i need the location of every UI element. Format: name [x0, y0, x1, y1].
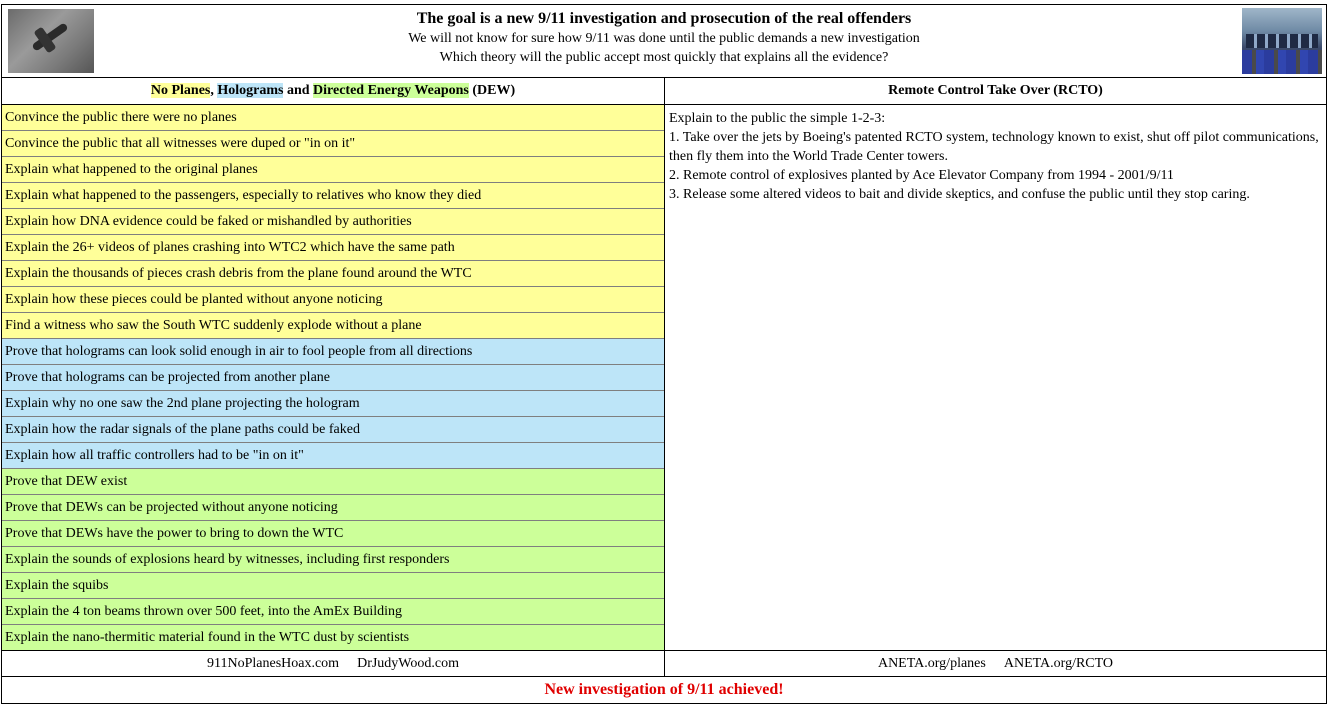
link-911noplaneshoax[interactable]: 911NoPlanesHoax.com	[207, 656, 340, 671]
list-item: Prove that DEWs can be projected without anyone noticing	[2, 495, 664, 521]
list-item: Convince the public there were no planes	[2, 105, 664, 131]
rcto-step-3: 3. Release some altered videos to bait and divide skeptics, and confuse the public until they stop caring.	[669, 187, 1250, 202]
list-item: Explain the nano-thermitic material found in the WTC dust by scientists	[2, 625, 664, 651]
left-links	[2, 650, 665, 677]
list-item: Explain the sounds of explosions heard by witnesses, including first responders	[2, 547, 664, 573]
list-item: Find a witness who saw the South WTC suddenly explode without a plane	[2, 313, 664, 339]
list-item: Prove that holograms can look solid enough in air to fool people from all directions	[2, 339, 664, 365]
heading-dew-abbr: (DEW)	[468, 83, 516, 98]
list-item: Explain what happened to the passengers, especially to relatives who know they died	[2, 183, 664, 209]
list-item: Explain how the radar signals of the plane paths could be faked	[2, 417, 664, 443]
list-item: Prove that DEWs have the power to bring to down the WTC	[2, 521, 664, 547]
plane-photo	[8, 9, 94, 73]
list-item: Convince the public that all witnesses were duped or "in on it"	[2, 131, 664, 157]
rcto-step-1: 1. Take over the jets by Boeing's patented RCTO system, technology known to exist, shut off pilot communications, then fly them into the World Trade Center towers.	[669, 130, 1319, 164]
list-item: Explain how these pieces could be planted without anyone noticing	[2, 287, 664, 313]
control-room-photo	[1242, 8, 1322, 74]
heading-holograms: Holograms	[217, 83, 284, 98]
footer-goal: New investigation of 9/11 achieved!	[544, 681, 784, 698]
control-room-screens	[1246, 34, 1318, 48]
list-item: Explain the squibs	[2, 573, 664, 599]
right-column-heading: Remote Control Take Over (RCTO)	[665, 78, 1326, 105]
link-aneta-planes[interactable]: ANETA.org/planes	[877, 656, 986, 671]
comparison-table	[1, 4, 1327, 704]
table-header	[2, 5, 1326, 78]
link-drjudywood[interactable]: DrJudyWood.com	[357, 656, 459, 671]
rcto-step-2: 2. Remote control of explosives planted by Ace Elevator Company from 1994 - 2001/9/11	[669, 168, 1174, 183]
rcto-intro: Explain to the public the simple 1-2-3:	[669, 111, 886, 126]
list-item: Explain the 26+ videos of planes crashing into WTC2 which have the same path	[2, 235, 664, 261]
heading-dew: Directed Energy Weapons	[313, 83, 469, 98]
control-room-people	[1242, 50, 1322, 74]
right-links	[665, 650, 1326, 677]
title-block	[102, 9, 1226, 67]
page-title: The goal is a new 9/11 investigation and prosecution of the real offenders	[416, 10, 912, 27]
heading-separator-1: ,	[210, 83, 218, 98]
list-item: Explain the 4 ton beams thrown over 500 feet, into the AmEx Building	[2, 599, 664, 625]
heading-separator-2: and	[283, 83, 314, 98]
rcto-explanation	[665, 105, 1326, 650]
list-item: Prove that holograms can be projected from another plane	[2, 365, 664, 391]
heading-no-planes: No Planes	[150, 83, 211, 98]
list-item: Prove that DEW exist	[2, 469, 664, 495]
link-aneta-rcto[interactable]: ANETA.org/RCTO	[1003, 656, 1114, 671]
subtitle-line-2: Which theory will the public accept most quickly that explains all the evidence?	[439, 50, 889, 65]
left-column-heading	[2, 78, 665, 105]
list-item: Explain how DNA evidence could be faked or mishandled by authorities	[2, 209, 664, 235]
left-item-list	[2, 105, 665, 651]
list-item: Explain what happened to the original planes	[2, 157, 664, 183]
subtitle-line-1: We will not know for sure how 9/11 was done until the public demands a new investigation	[408, 31, 920, 46]
list-item: Explain why no one saw the 2nd plane projecting the hologram	[2, 391, 664, 417]
list-item: Explain how all traffic controllers had to be "in on it"	[2, 443, 664, 469]
list-item: Explain the thousands of pieces crash debris from the plane found around the WTC	[2, 261, 664, 287]
